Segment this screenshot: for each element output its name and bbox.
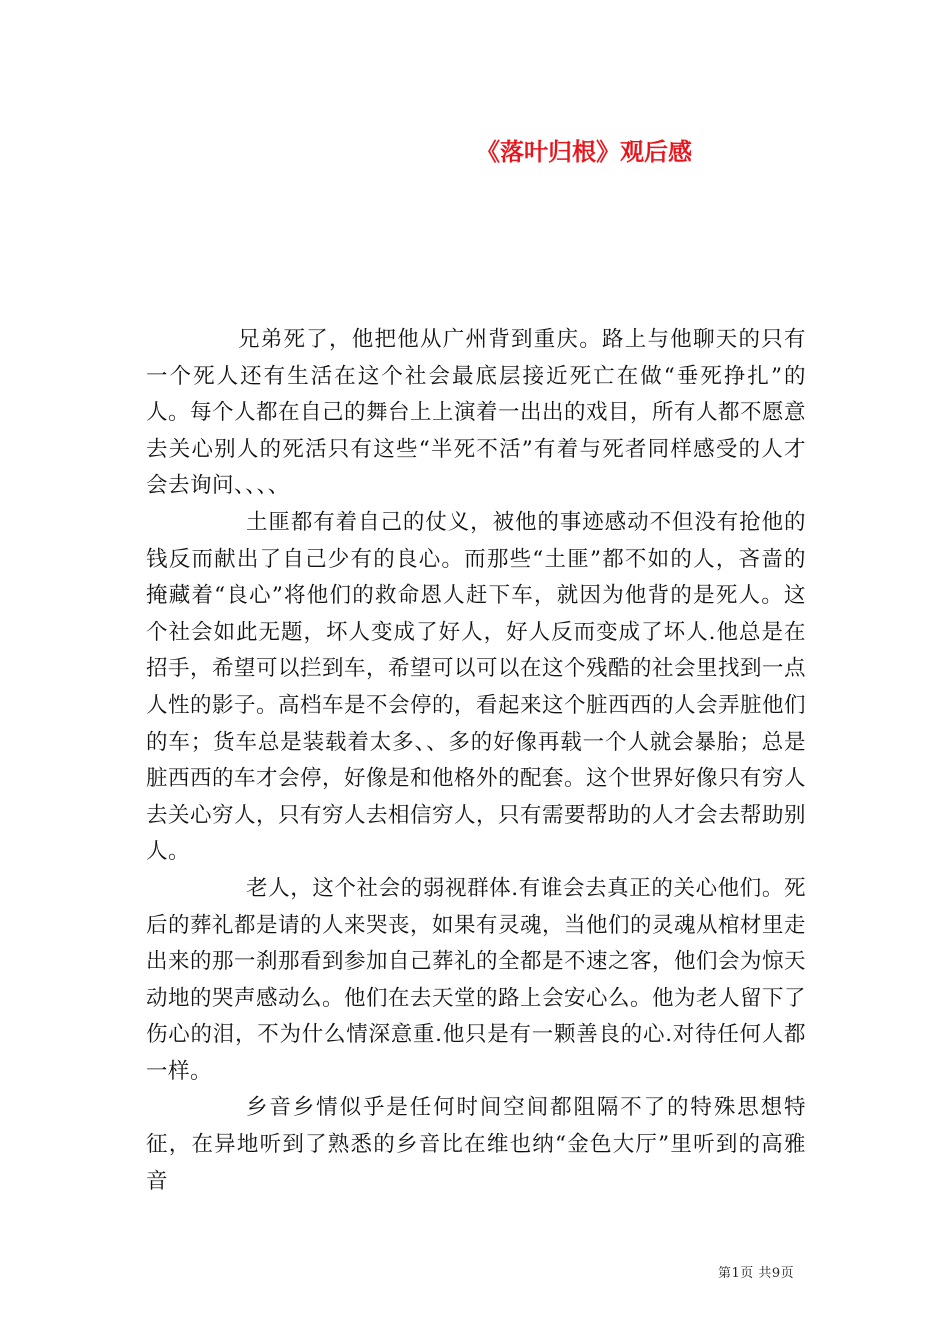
document-title: 《落叶归根》观后感 xyxy=(476,137,692,166)
page-number-footer: 第1页 共9页 xyxy=(718,1266,795,1281)
paragraph-2: 土匪都有着自己的仗义，被他的事迹感动不但没有抢他的钱反而献出了自己少有的良心。而那些“土匪”都不如的人，吝啬的掩藏着“良心”将他们的救命恩人赶下车，就因为他背的是死人。这个社会如此无题，坏人变成了好人，好人反而变成了坏人.他总是在招手，希望可以拦到车，希望可以可以在这个残酷的社会里找到一点人性的影子。高档车是不会停的，看起来这个脏西西的人会弄脏他们的车；货车总是装载着太多、、多的好像再载一个人就会暴胎；总是脏西西的车才会停，好像是和他格外的配套。这个世界好像只有穷人去关心穷人，只有穷人去相信穷人，只有需要帮助的人才会去帮助别人。 xyxy=(146,509,807,865)
paragraph-3: 老人，这个社会的弱视群体.有谁会去真正的关心他们。死后的葬礼都是请的人来哭丧，如果有灵魂，当他们的灵魂从棺材里走出来的那一刹那看到参加自己葬礼的全都是不速之客，他们会为惊天动地的哭声感动么。他们在去天堂的路上会安心么。他为老人留下了伤心的泪，不为什么情深意重.他只是有一颗善良的心.对待任何人都一样。 xyxy=(146,875,807,1084)
paragraph-4: 乡音乡情似乎是任何时间空间都阻隔不了的特殊思想特征，在异地听到了熟悉的乡音比在维也纳“金色大厅”里听到的高雅音 xyxy=(146,1095,806,1194)
paragraph-1: 兄弟死了，他把他从广州背到重庆。路上与他聊天的只有一个死人还有生活在这个社会最底层接近死亡在做“垂死挣扎”的人。每个人都在自己的舞台上上演着一出出的戏目，所有人都不愿意去关心别人的死活只有这些“半死不活”有着与死者同样感受的人才会去询问、、、、 xyxy=(146,327,807,499)
document-body xyxy=(146,322,806,1200)
